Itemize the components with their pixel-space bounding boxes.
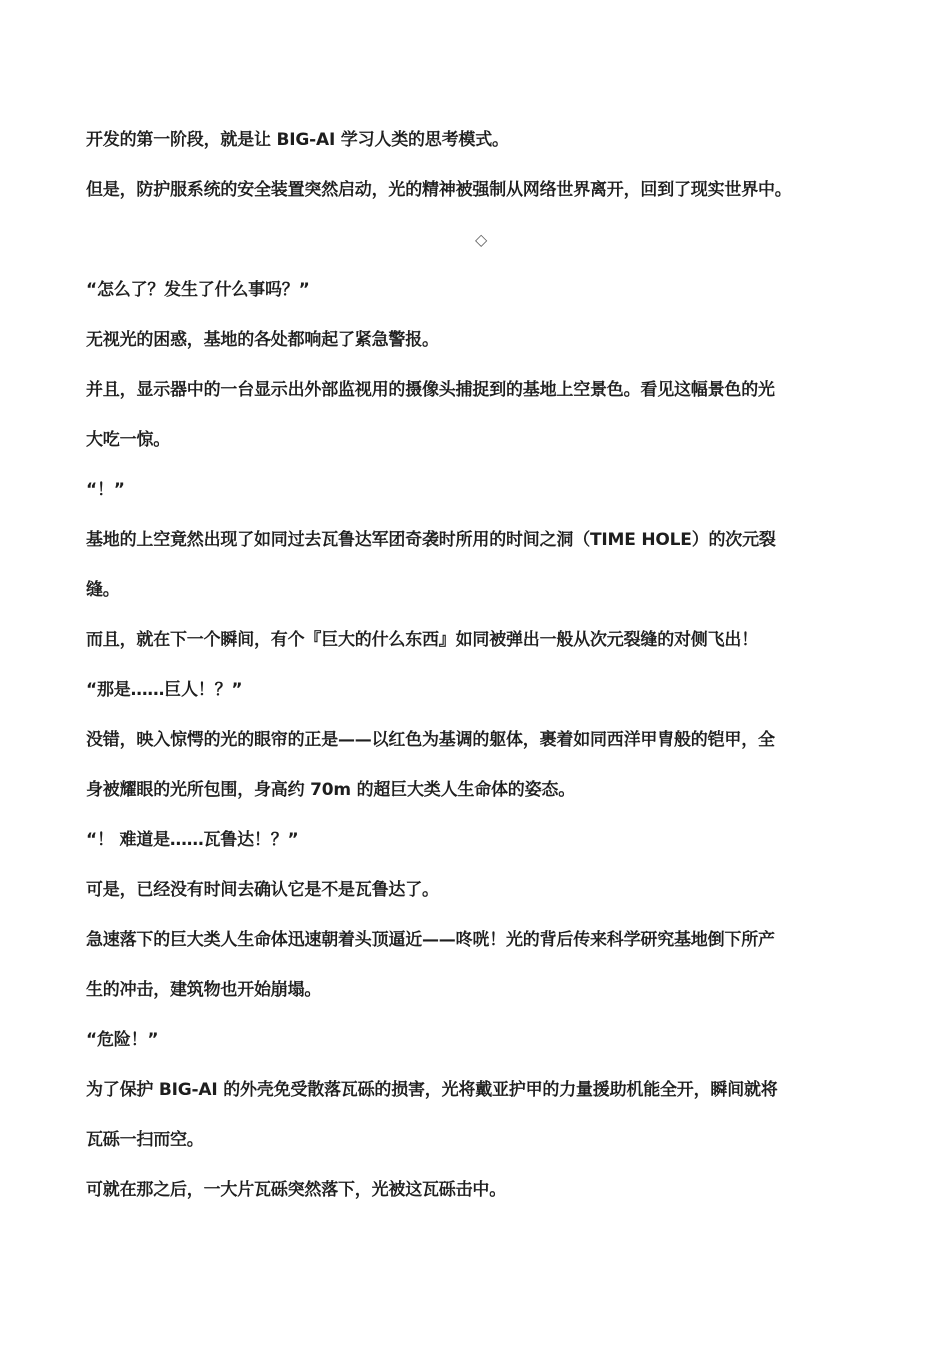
paragraph-line: 而且，就在下一个瞬间，有个『巨大的什么东西』如同被弹出一般从次元裂缝的对侧飞出！ — [86, 630, 758, 650]
paragraph-line: 没错，映入惊愕的光的眼帘的正是——以红色为基调的躯体，裹着如同西洋甲胄般的铠甲，全 — [86, 730, 775, 750]
dialogue-line: “！ 难道是……瓦鲁达！？” — [86, 830, 299, 850]
dialogue-line: “危险！” — [86, 1030, 159, 1050]
paragraph-line: 为了保护 BIG-AI 的外壳免受散落瓦砾的损害，光将戴亚护甲的力量援助机能全开，瞬间就将 — [86, 1080, 778, 1100]
paragraph-line: 缝。 — [86, 580, 120, 600]
dialogue-line: “那是……巨人！？” — [86, 680, 243, 700]
paragraph-line: 无视光的困惑，基地的各处都响起了紧急警报。 — [86, 330, 439, 350]
dialogue-line: “怎么了？发生了什么事吗？” — [86, 280, 310, 300]
paragraph-line: 身被耀眼的光所包围，身高约 70m 的超巨大类人生命体的姿态。 — [86, 780, 576, 800]
paragraph-line: 但是，防护服系统的安全装置突然启动，光的精神被强制从网络世界离开，回到了现实世界中。 — [86, 180, 792, 200]
dialogue-line: “！” — [86, 480, 125, 500]
section-separator-diamond-icon: ◇ — [474, 230, 488, 249]
document-body — [86, 122, 876, 1222]
paragraph-line: 可就在那之后，一大片瓦砾突然落下，光被这瓦砾击中。 — [86, 1180, 506, 1200]
paragraph-line: 开发的第一阶段，就是让 BIG-AI 学习人类的思考模式。 — [86, 130, 509, 150]
paragraph-line: 可是，已经没有时间去确认它是不是瓦鲁达了。 — [86, 880, 439, 900]
paragraph-line: 生的冲击，建筑物也开始崩塌。 — [86, 980, 322, 1000]
paragraph-line: 大吃一惊。 — [86, 430, 170, 450]
paragraph-line: 急速落下的巨大类人生命体迅速朝着头顶逼近——咚咣！光的背后传来科学研究基地倒下所产 — [86, 930, 775, 950]
paragraph-line: 基地的上空竟然出现了如同过去瓦鲁达军团奇袭时所用的时间之洞（TIME HOLE）的次元裂 — [86, 530, 776, 550]
paragraph-line: 并且，显示器中的一台显示出外部监视用的摄像头捕捉到的基地上空景色。看见这幅景色的光 — [86, 380, 775, 400]
paragraph-line: 瓦砾一扫而空。 — [86, 1130, 204, 1150]
